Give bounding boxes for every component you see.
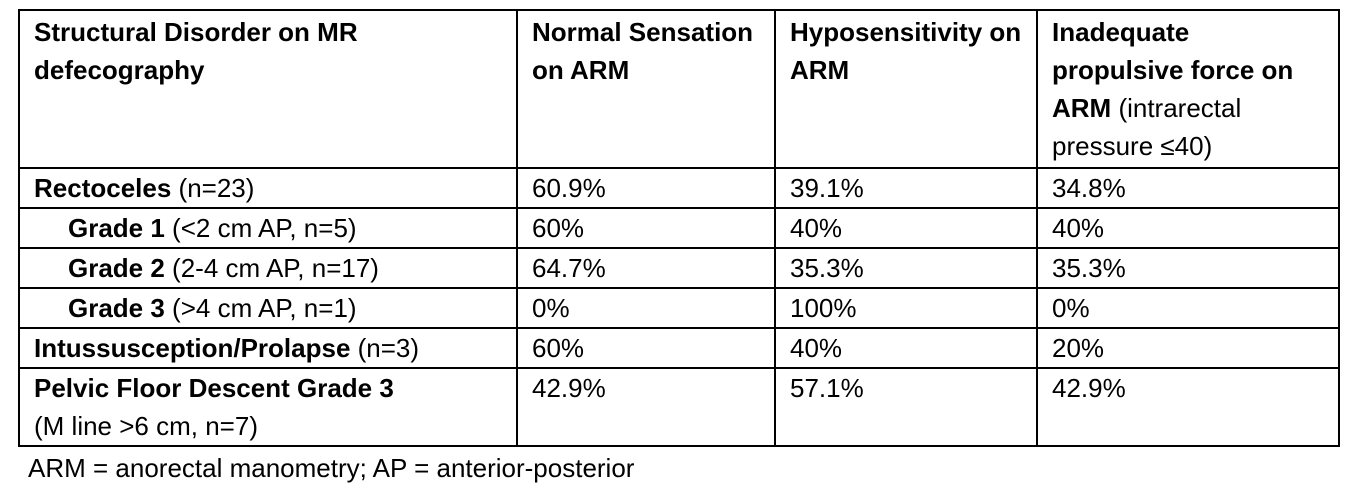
- cell-inadequate: 0%: [1037, 288, 1339, 328]
- cell-hypo: 57.1%: [775, 368, 1037, 446]
- row-label: Grade 2 (2-4 cm AP, n=17): [19, 248, 517, 288]
- cell-hypo: 39.1%: [775, 168, 1037, 208]
- table-row: [19, 368, 1339, 446]
- table-row: [19, 208, 1339, 248]
- cell-inadequate: 20%: [1037, 328, 1339, 368]
- row-label: Grade 1 (<2 cm AP, n=5): [19, 208, 517, 248]
- cell-hypo: 100%: [775, 288, 1037, 328]
- cell-normal: 42.9%: [517, 368, 775, 446]
- table-row: [19, 248, 1339, 288]
- table-footnote: ARM = anorectal manometry; AP = anterior-posterior: [28, 453, 635, 483]
- row-label: Rectoceles (n=23): [19, 168, 517, 208]
- cell-inadequate: 35.3%: [1037, 248, 1339, 288]
- table-row: [19, 328, 1339, 368]
- cell-hypo: 40%: [775, 208, 1037, 248]
- row-label: Intussusception/Prolapse (n=3): [19, 328, 517, 368]
- cell-normal: 0%: [517, 288, 775, 328]
- table-row: [19, 288, 1339, 328]
- header-structural-disorder: Structural Disorder on MR defecography: [19, 10, 517, 168]
- cell-inadequate: 40%: [1037, 208, 1339, 248]
- cell-hypo: 40%: [775, 328, 1037, 368]
- cell-inadequate: 34.8%: [1037, 168, 1339, 208]
- header-row: [19, 10, 1339, 168]
- cell-normal: 60%: [517, 328, 775, 368]
- cell-hypo: 35.3%: [775, 248, 1037, 288]
- cell-normal: 60.9%: [517, 168, 775, 208]
- header-normal-sensation: Normal Sensation on ARM: [517, 10, 775, 168]
- findings-table: [18, 9, 1340, 447]
- cell-inadequate: 42.9%: [1037, 368, 1339, 446]
- cell-normal: 60%: [517, 208, 775, 248]
- header-inadequate-propulsive-force: Inadequate propulsive force on ARM (intrarectal pressure ≤40): [1037, 10, 1339, 168]
- row-label: Grade 3 (>4 cm AP, n=1): [19, 288, 517, 328]
- row-label: Pelvic Floor Descent Grade 3 (M line >6 cm, n=7): [19, 368, 517, 446]
- cell-normal: 64.7%: [517, 248, 775, 288]
- table-row: [19, 168, 1339, 208]
- header-hyposensitivity: Hyposensitivity on ARM: [775, 10, 1037, 168]
